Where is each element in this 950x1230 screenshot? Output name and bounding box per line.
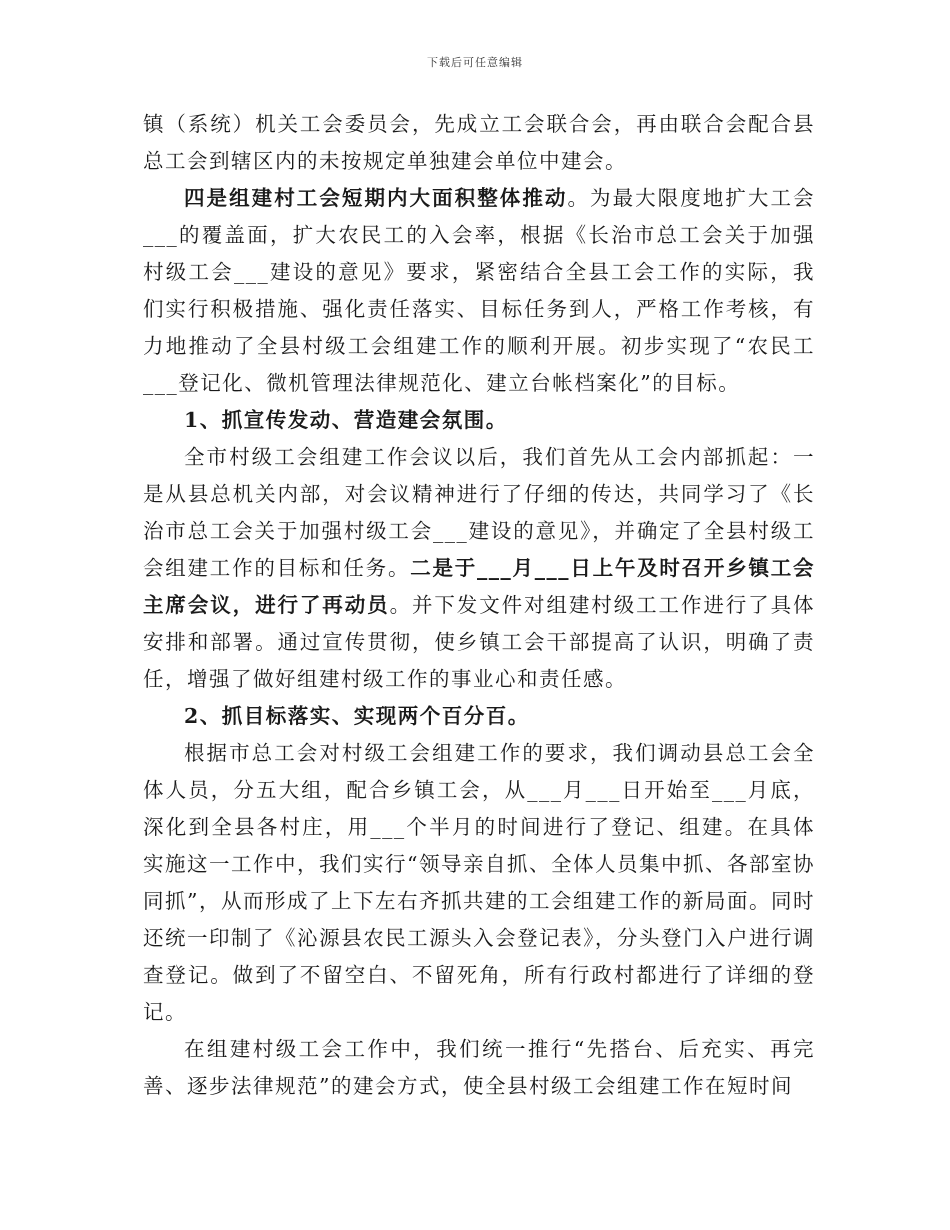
paragraph-bold-mid: 二是于___月___日上午及时召开乡镇工会主席会议，进行了再动员 [143,556,816,617]
paragraph-text: 。为最大限度地扩大工会___的覆盖面，扩大农民工的入会率，根据《长治市总工会关于加强村级工会___建设的意见》要求，紧密结合全县工会工作的实际，我们实行积极措施、强化责任落实、目标任务到人，严格工作考核，有力地推动了全县村级工会组建工作的顺利开展。初步实现了“农民工___登记化、微机管理法律规范化、建立台帐档案化”的目标。 [143,186,816,395]
section-heading-2 [143,698,815,735]
section-heading-text: 1、抓宣传发动、营造建会氛围。 [184,408,508,432]
paragraph-village-union [143,180,815,402]
paragraph-text: 镇（系统）机关工会委员会，先成立工会联合会，再由联合会配合县总工会到辖区内的未按规定单独建会单位中建会。 [143,112,815,173]
section-heading-text: 2、抓目标落实、实现两个百分百。 [184,704,530,728]
paragraph-method [143,1031,815,1105]
paragraph-text: 全市村级工会组建工作会议以后，我们首先从工会内部抓起：一是从县总机关内部，对会议精神进行了仔细的传达，共同学习了《长治市总工会关于加强村级工会___建设的意见》，并确定了全县村级工会组建工作的目标和任务。 [143,445,815,580]
page-header: 下载后可任意编辑 [427,56,523,69]
section-heading-1 [143,402,815,439]
paragraph-text: 根据市总工会对村级工会组建工作的要求，我们调动县总工会全体人员，分五大组，配合乡镇工会，从___月___日开始至___月底，深化到全县各村庄，用___个半月的时间进行了登记、组建。在具体实施这一工作中，我们实行“领导亲自抓、全体人员集中抓、各部室协同抓”，从而形成了上下左右齐抓共建的工会组建工作的新局面。同时还统一印制了《沁源县农民工源头入会登记表》，分头登门入户进行调查登记。做到了不留空白、不留死角，所有行政村都进行了详细的登记。 [143,741,815,1024]
paragraph-targets [143,735,815,1031]
paragraph-bold-lead: 四是组建村工会短期内大面积整体推动 [184,186,568,210]
paragraph-text: 在组建村级工会工作中，我们统一推行“先搭台、后充实、再完善、逐步法律规范”的建会方式，使全县村级工会组建工作在短时间 [143,1037,815,1098]
paragraph-text: 。并下发文件对组建村级工工作进行了具体安排和部署。通过宣传贯彻，使乡镇工会干部提高了认识，明确了责任，增强了做好组建村级工作的事业心和责任感。 [143,593,816,691]
document-body [143,106,815,1105]
paragraph-continuation [143,106,815,180]
paragraph-publicity [143,439,815,698]
